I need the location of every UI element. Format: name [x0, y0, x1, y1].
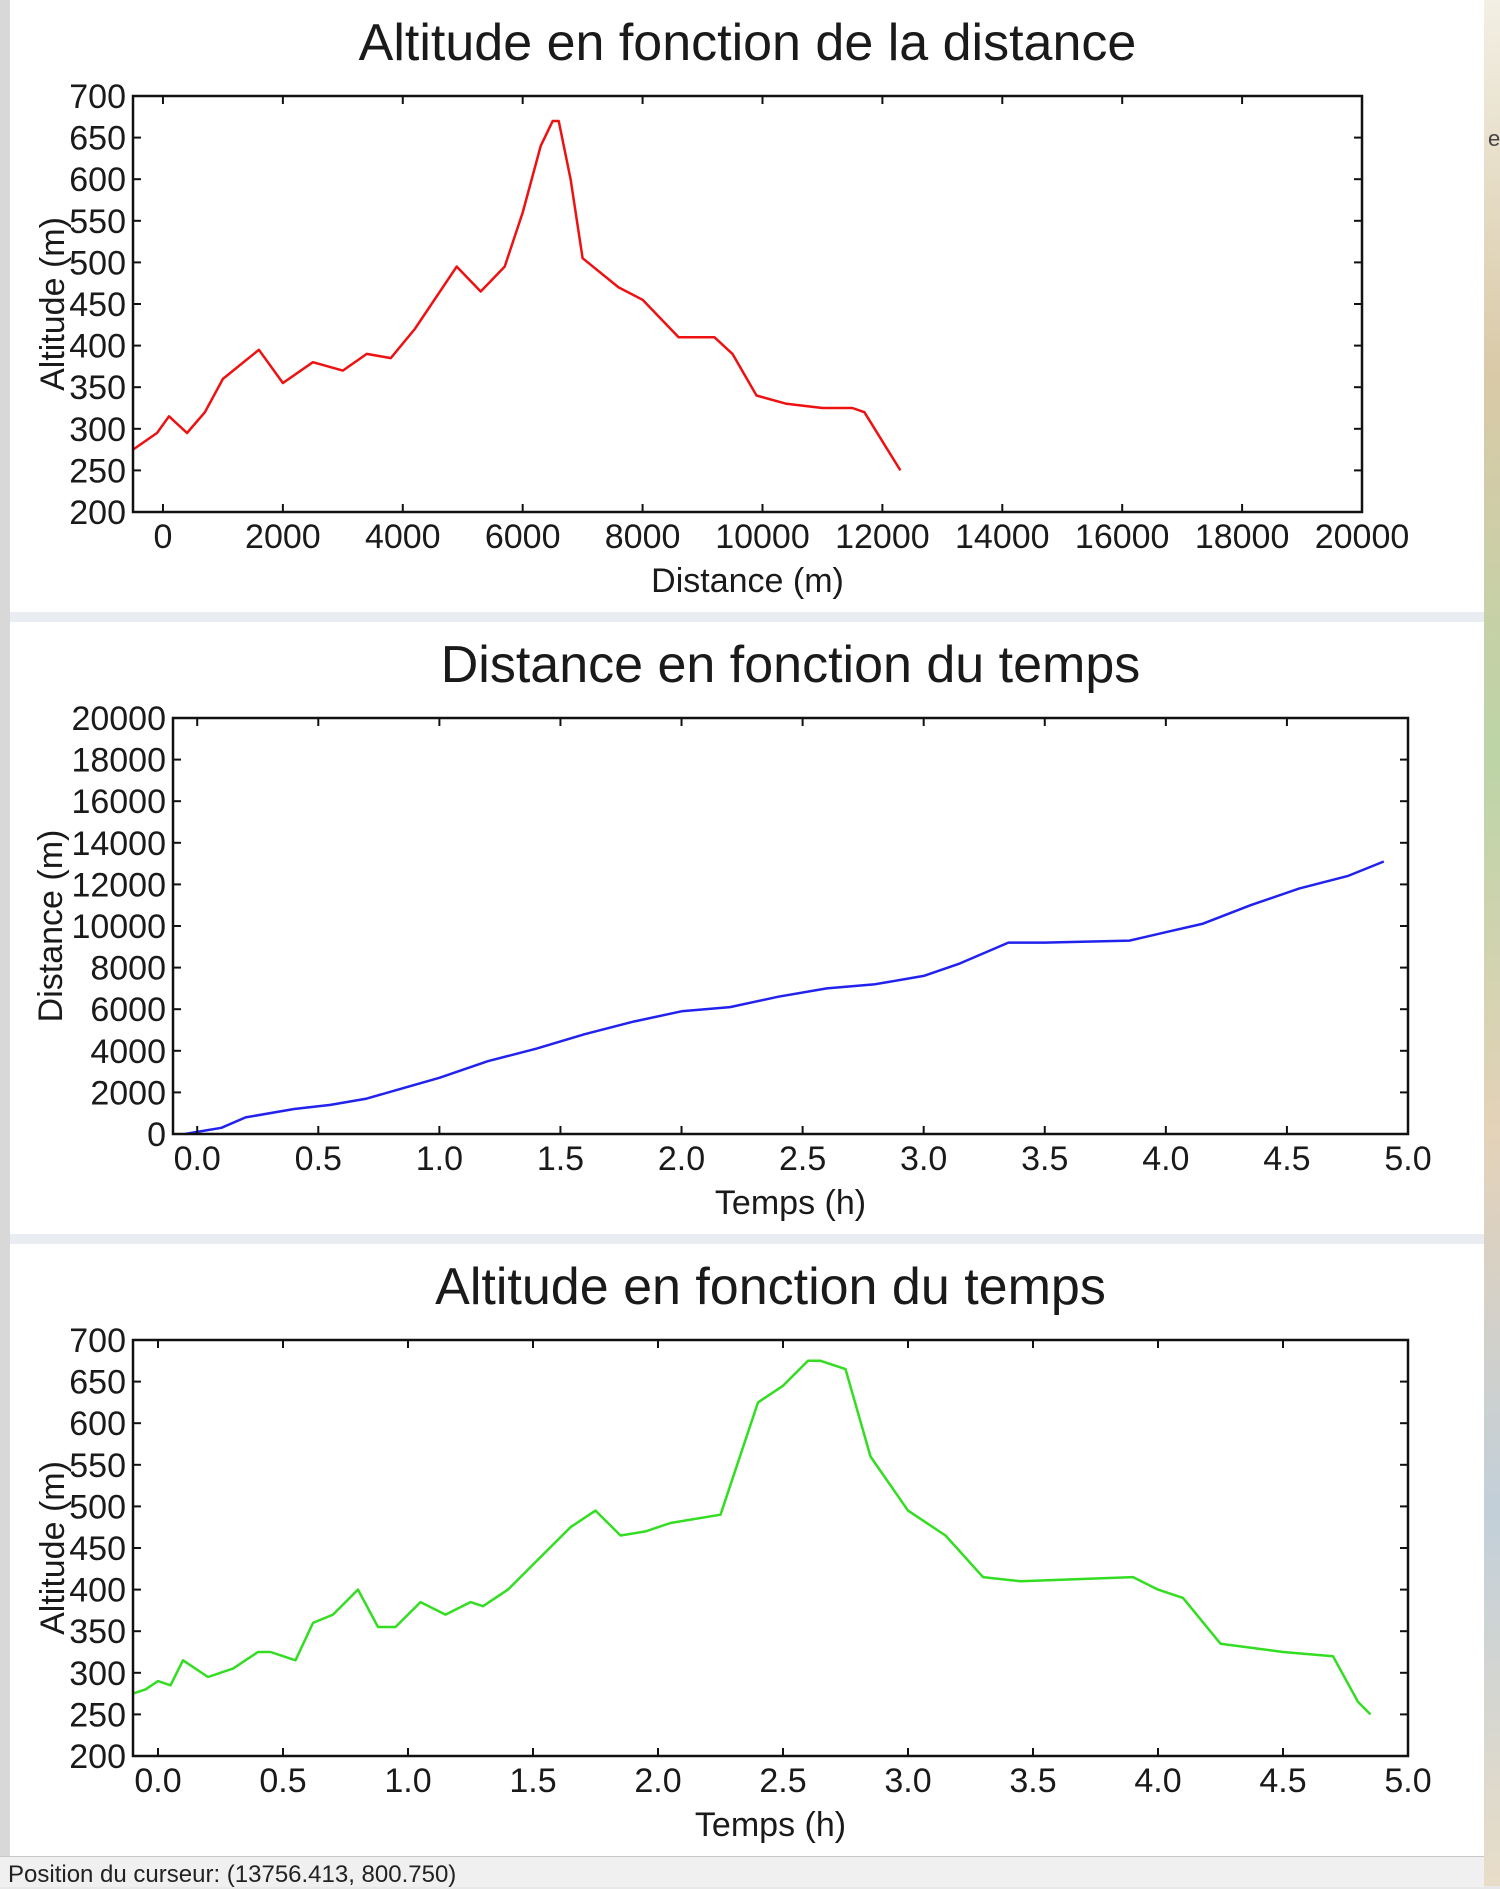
- x-tick-label: 4.0: [1142, 1140, 1190, 1178]
- chart-title: Altitude en fonction de la distance: [358, 14, 1137, 72]
- y-tick-label: 300: [69, 410, 126, 449]
- y-tick-label: 4000: [90, 1032, 166, 1071]
- x-tick-label: 14000: [955, 518, 1050, 556]
- series-line: [185, 862, 1384, 1135]
- x-tick-label: 0.0: [173, 1140, 221, 1178]
- x-tick-label: 3.5: [1009, 1762, 1057, 1800]
- chart-panel-altitude-distance: [10, 0, 1484, 612]
- x-tick-label: 5.0: [1384, 1762, 1432, 1800]
- x-tick-label: 0: [153, 518, 173, 556]
- x-tick-label: 3.0: [900, 1140, 948, 1178]
- y-tick-label: 200: [69, 1738, 126, 1776]
- y-tick-label: 12000: [71, 866, 166, 905]
- y-tick-label: 700: [69, 78, 126, 116]
- x-axis-label: Distance (m): [651, 562, 844, 600]
- plot-frame: [173, 718, 1408, 1134]
- x-tick-label: 20000: [1314, 518, 1410, 556]
- x-tick-label: 4.5: [1259, 1762, 1307, 1800]
- y-tick-label: 350: [69, 369, 126, 408]
- y-tick-label: 20000: [71, 700, 166, 738]
- y-tick-label: 550: [69, 202, 126, 241]
- map-edge-glyph: e: [1488, 126, 1500, 151]
- cursor-position-text: Position du curseur: (13756.413, 800.750): [8, 1861, 457, 1888]
- y-axis-label: Distance (m): [32, 829, 70, 1023]
- x-tick-label: 0.0: [134, 1762, 182, 1800]
- y-tick-label: 14000: [71, 824, 166, 863]
- y-axis-label: Altitude (m): [34, 217, 72, 391]
- window-left-edge: [0, 0, 10, 1886]
- y-tick-label: 300: [69, 1654, 126, 1693]
- x-tick-label: 2.0: [657, 1140, 706, 1178]
- x-axis-label: Temps (h): [694, 1806, 847, 1844]
- background-map-strip: [1484, 0, 1500, 1886]
- x-tick-label: 3.5: [1021, 1140, 1069, 1178]
- x-tick-label: 0.5: [259, 1762, 307, 1800]
- status-bar: [0, 1856, 1484, 1887]
- y-tick-label: 200: [69, 494, 126, 532]
- y-tick-label: 400: [69, 1571, 126, 1610]
- plot-frame: [133, 96, 1362, 512]
- y-tick-label: 8000: [90, 949, 166, 988]
- y-tick-label: 6000: [90, 991, 166, 1030]
- y-axis-label: Altitude (m): [34, 1461, 72, 1635]
- x-tick-label: 8000: [604, 518, 681, 556]
- y-tick-label: 350: [69, 1613, 126, 1652]
- x-tick-label: 1.5: [509, 1762, 557, 1800]
- x-tick-label: 1.0: [415, 1140, 464, 1178]
- chart-altitude-time: [10, 1244, 1484, 1856]
- x-tick-label: 1.5: [536, 1140, 585, 1178]
- chart-title: Distance en fonction du temps: [440, 636, 1141, 694]
- x-tick-label: 4.0: [1134, 1762, 1182, 1800]
- y-tick-label: 16000: [71, 783, 166, 822]
- x-tick-label: 2.5: [759, 1762, 807, 1800]
- y-tick-label: 250: [69, 452, 126, 491]
- chart-title: Altitude en fonction du temps: [435, 1258, 1106, 1316]
- x-tick-label: 12000: [835, 518, 930, 556]
- panel-separator[interactable]: [10, 1234, 1484, 1244]
- x-tick-label: 3.0: [884, 1762, 932, 1800]
- y-tick-label: 650: [69, 1363, 126, 1402]
- y-tick-label: 450: [69, 286, 126, 324]
- x-tick-label: 18000: [1194, 518, 1290, 556]
- chart-distance-time: [10, 622, 1484, 1234]
- x-tick-label: 2.5: [778, 1140, 827, 1178]
- y-tick-label: 0: [147, 1116, 166, 1154]
- series-line: [133, 1361, 1371, 1715]
- x-tick-label: 1.0: [384, 1762, 432, 1800]
- chart-panel-distance-time: [10, 622, 1484, 1234]
- y-tick-label: 2000: [90, 1074, 166, 1113]
- y-tick-label: 250: [69, 1696, 126, 1735]
- x-axis-label: Temps (h): [714, 1184, 867, 1222]
- x-tick-label: 4.5: [1263, 1140, 1311, 1178]
- x-tick-label: 2000: [245, 518, 321, 556]
- plot-frame: [133, 1340, 1408, 1756]
- series-line: [133, 121, 900, 470]
- x-tick-label: 16000: [1074, 518, 1170, 556]
- y-tick-label: 650: [69, 119, 126, 158]
- chart-panel-altitude-time: [10, 1244, 1484, 1856]
- y-tick-label: 500: [69, 244, 126, 283]
- y-tick-label: 600: [69, 1405, 126, 1444]
- x-tick-label: 0.5: [294, 1140, 342, 1178]
- x-tick-label: 4000: [364, 518, 441, 556]
- y-tick-label: 600: [69, 161, 126, 200]
- panel-separator[interactable]: [10, 612, 1484, 622]
- x-tick-label: 10000: [715, 518, 810, 556]
- y-tick-label: 700: [69, 1322, 126, 1360]
- y-tick-label: 18000: [71, 741, 166, 780]
- x-tick-label: 5.0: [1384, 1140, 1432, 1178]
- y-tick-label: 500: [69, 1488, 126, 1527]
- y-tick-label: 450: [69, 1530, 126, 1568]
- y-tick-label: 400: [69, 327, 126, 366]
- y-tick-label: 10000: [71, 908, 166, 946]
- chart-altitude-distance: [10, 0, 1484, 612]
- y-tick-label: 550: [69, 1446, 126, 1485]
- x-tick-label: 2.0: [634, 1762, 682, 1800]
- x-tick-label: 6000: [484, 518, 561, 556]
